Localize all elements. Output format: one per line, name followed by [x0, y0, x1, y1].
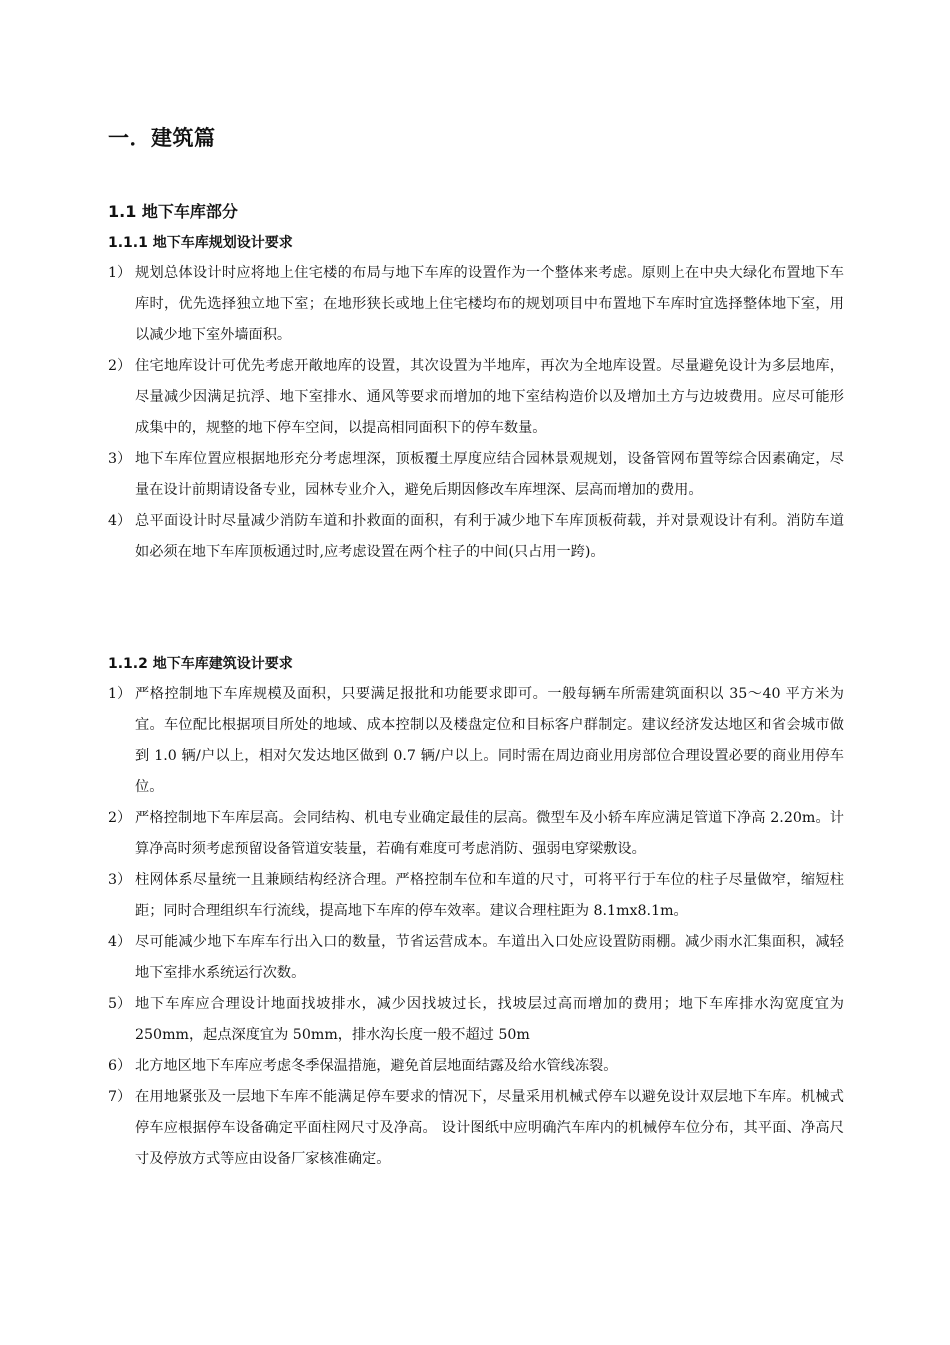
list-item: [108, 1051, 844, 1082]
subsection-heading-planning: 1.1.1 地下车库规划设计要求: [108, 235, 293, 251]
item-text: 柱网体系尽量统一且兼顾结构经济合理。严格控制车位和车道的尺寸，可将平行于车位的柱子尽量做窄，缩短柱距；同时合理组织车行流线，提高地下车库的停车效率。建议合理柱距为 8.1mx8.1m。: [135, 872, 844, 919]
item-number: 2）: [108, 358, 132, 374]
list-item: [108, 803, 844, 865]
item-text: 总平面设计时尽量减少消防车道和扑救面的面积，有利于减少地下车库顶板荷载，并对景观设计有利。消防车道如必须在地下车库顶板通过时,应考虑设置在两个柱子的中间(只占用一跨)。: [135, 513, 844, 560]
list-item: [108, 506, 844, 568]
item-number: 3）: [108, 451, 132, 467]
list-item: [108, 444, 844, 506]
section-heading: 1.1 地下车库部分: [108, 202, 238, 221]
planning-requirements-list: [108, 258, 844, 568]
item-text: 地下车库位置应根据地形充分考虑埋深，顶板覆土厚度应结合园林景观规划，设备管网布置等综合因素确定，尽量在设计前期请设备专业，园林专业介入，避免后期因修改车库埋深、层高而增加的费用。: [135, 451, 844, 498]
subsection-heading-design: 1.1.2 地下车库建筑设计要求: [108, 656, 293, 672]
item-number: 4）: [108, 934, 132, 950]
list-item: [108, 258, 844, 351]
design-requirements-list: [108, 679, 844, 1175]
item-number: 4）: [108, 513, 132, 529]
item-number: 1）: [108, 265, 132, 281]
item-text: 地下车库应合理设计地面找坡排水，减少因找坡过长，找坡层过高而增加的费用；地下车库排水沟宽度宜为 250mm，起点深度宜为 50mm，排水沟长度一般不超过 50m: [135, 996, 844, 1043]
item-text: 严格控制地下车库层高。会同结构、机电专业确定最佳的层高。微型车及小轿车库应满足管道下净高 2.20m。计算净高时须考虑预留设备管道安装量，若确有难度可考虑消防、强弱电穿梁敷设。: [135, 810, 844, 857]
item-text: 规划总体设计时应将地上住宅楼的布局与地下车库的设置作为一个整体来考虑。原则上在中央大绿化布置地下车库时，优先选择独立地下室；在地形狭长或地上住宅楼均布的规划项目中布置地下车库时宜选择整体地下室，用以减少地下室外墙面积。: [135, 265, 844, 343]
item-number: 2）: [108, 810, 132, 826]
list-item: [108, 927, 844, 989]
item-number: 5）: [108, 996, 132, 1012]
item-number: 1）: [108, 686, 132, 702]
chapter-heading: 一．建筑篇: [108, 126, 216, 150]
item-text: 在用地紧张及一层地下车库不能满足停车要求的情况下，尽量采用机械式停车以避免设计双层地下车库。机械式停车应根据停车设备确定平面柱网尺寸及净高。 设计图纸中应明确汽车库内的机械停车位分布，其平面、净高尺寸及停放方式等应由设备厂家核准确定。: [135, 1089, 844, 1167]
list-item: [108, 679, 844, 803]
item-text: 严格控制地下车库规模及面积，只要满足报批和功能要求即可。一般每辆车所需建筑面积以 35～40 平方米为宜。车位配比根据项目所处的地域、成本控制以及楼盘定位和目标客户群制定。建议经济发达地区和省会城市做到 1.0 辆/户以上，相对欠发达地区做到 0.7 辆/户以上。同时需在周边商业用房部位合理设置必要的商业用停车位。: [135, 686, 844, 795]
item-number: 3）: [108, 872, 132, 888]
item-text: 尽可能减少地下车库车行出入口的数量，节省运营成本。车道出入口处应设置防雨棚。减少雨水汇集面积，减轻地下室排水系统运行次数。: [135, 934, 844, 981]
item-number: 7）: [108, 1089, 132, 1105]
item-text: 北方地区地下车库应考虑冬季保温措施，避免首层地面结露及给水管线冻裂。: [135, 1058, 618, 1074]
list-item: [108, 865, 844, 927]
list-item: [108, 989, 844, 1051]
item-number: 6）: [108, 1058, 132, 1074]
list-item: [108, 351, 844, 444]
list-item: [108, 1082, 844, 1175]
item-text: 住宅地库设计可优先考虑开敞地库的设置，其次设置为半地库，再次为全地库设置。尽量避免设计为多层地库，尽量减少因满足抗浮、地下室排水、通风等要求而增加的地下室结构造价以及增加土方与边坡费用。应尽可能形成集中的，规整的地下停车空间，以提高相同面积下的停车数量。: [135, 358, 844, 436]
